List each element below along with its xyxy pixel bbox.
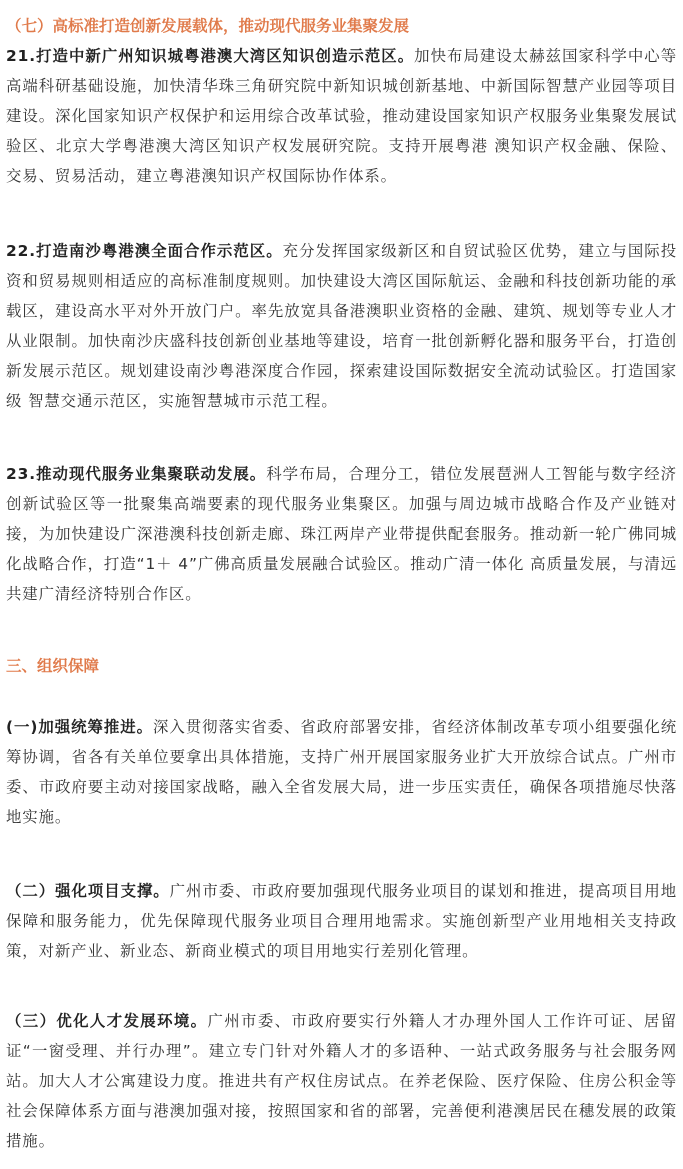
paragraph-lead: 23.推动现代服务业集聚联动发展。 [6, 465, 267, 483]
section-heading-organization: 三、组织保障 [6, 657, 100, 675]
paragraph-body: 深入贯彻落实省委、省政府部署安排，省经济体制改革专项小组要强化统筹协调，省各有关单位要拿出具体措施，支持广州开展国家服务业扩大开放综合试点。广州市委、市政府要主动对接国家战略，融入全省发展大局，进一步压实责任，确保各项措施尽快落地实施。 [6, 718, 677, 826]
measure-paragraph-3 [6, 1006, 677, 1156]
article-paragraph-23 [6, 459, 677, 609]
paragraph-body: 科学布局，合理分工，错位发展琶洲人工智能与数字经济创新试验区等一批聚集高端要素的现代服务业集聚区。加强与周边城市战略合作及产业链对接，为加快建设广深港澳科技创新走廊、珠江两岸产业带提供配套服务。推动新一轮广佛同城化战略合作，打造“1＋ 4”广佛高质量发展融合试验区。推动广清一体化 高质量发展，与清远共建广清经济特别合作区。 [6, 465, 677, 603]
measure-paragraph-2 [6, 876, 677, 966]
paragraph-lead: （三）优化人才发展环境。 [6, 1012, 208, 1030]
paragraph-body: 广州市委、市政府要实行外籍人才办理外国人工作许可证、居留证“一窗受理、并行办理”。建立专门针对外籍人才的多语种、一站式政务服务与社会服务网站。加大人才公寓建设力度。推进共有产权住房试点。在养老保险、医疗保险、住房公积金等社会保障体系方面与港澳加强对接，按照国家和省的部署，完善便利港澳居民在穗发展的政策措施。 [6, 1012, 677, 1150]
paragraph-body: 充分发挥国家级新区和自贸试验区优势，建立与国际投资和贸易规则相适应的高标准制度规则。加快建设大湾区国际航运、金融和科技创新功能的承载区，建设高水平对外开放门户。率先放宽具备港澳职业资格的金融、建筑、规划等专业人才从业限制。加快南沙庆盛科技创新创业基地等建设，培育一批创新孵化器和服务平台，打造创新发展示范区。规划建设南沙粤港深度合作园，探索建设国际数据安全流动试验区。打造国家级 智慧交通示范区，实施智慧城市示范工程。 [6, 242, 678, 410]
paragraph-lead: 21.打造中新广州知识城粤港澳大湾区知识创造示范区。 [6, 47, 415, 65]
section-heading-7: （七）高标准打造创新发展载体，推动现代服务业集聚发展 [6, 17, 410, 35]
paragraph-body: 加快布局建设太赫兹国家科学中心等高端科研基础设施，加快清华珠三角研究院中新知识城创新基地、中新国际智慧产业园等项目建设。深化国家知识产权保护和运用综合改革试验，推动建设国家知识产权服务业集聚发展试验区、北京大学粤港澳大湾区知识产权发展研究院。支持开展粤港 澳知识产权金融、保险、交易、贸易活动，建立粤港澳知识产权国际协作体系。 [6, 47, 677, 185]
article-paragraph-22 [6, 236, 677, 416]
measure-paragraph-1 [6, 712, 677, 832]
paragraph-lead: (一)加强统筹推进。 [6, 718, 154, 736]
paragraph-body: 广州市委、市政府要加强现代服务业项目的谋划和推进，提高项目用地保障和服务能力，优先保障现代服务业项目合理用地需求。实施创新型产业用地相关支持政策，对新产业、新业态、新商业模式的项目用地实行差别化管理。 [6, 882, 677, 960]
paragraph-lead: （二）强化项目支撑。 [6, 882, 170, 900]
paragraph-lead: 22.打造南沙粤港澳全面合作示范区。 [6, 242, 283, 260]
article-paragraph-21 [6, 41, 677, 191]
